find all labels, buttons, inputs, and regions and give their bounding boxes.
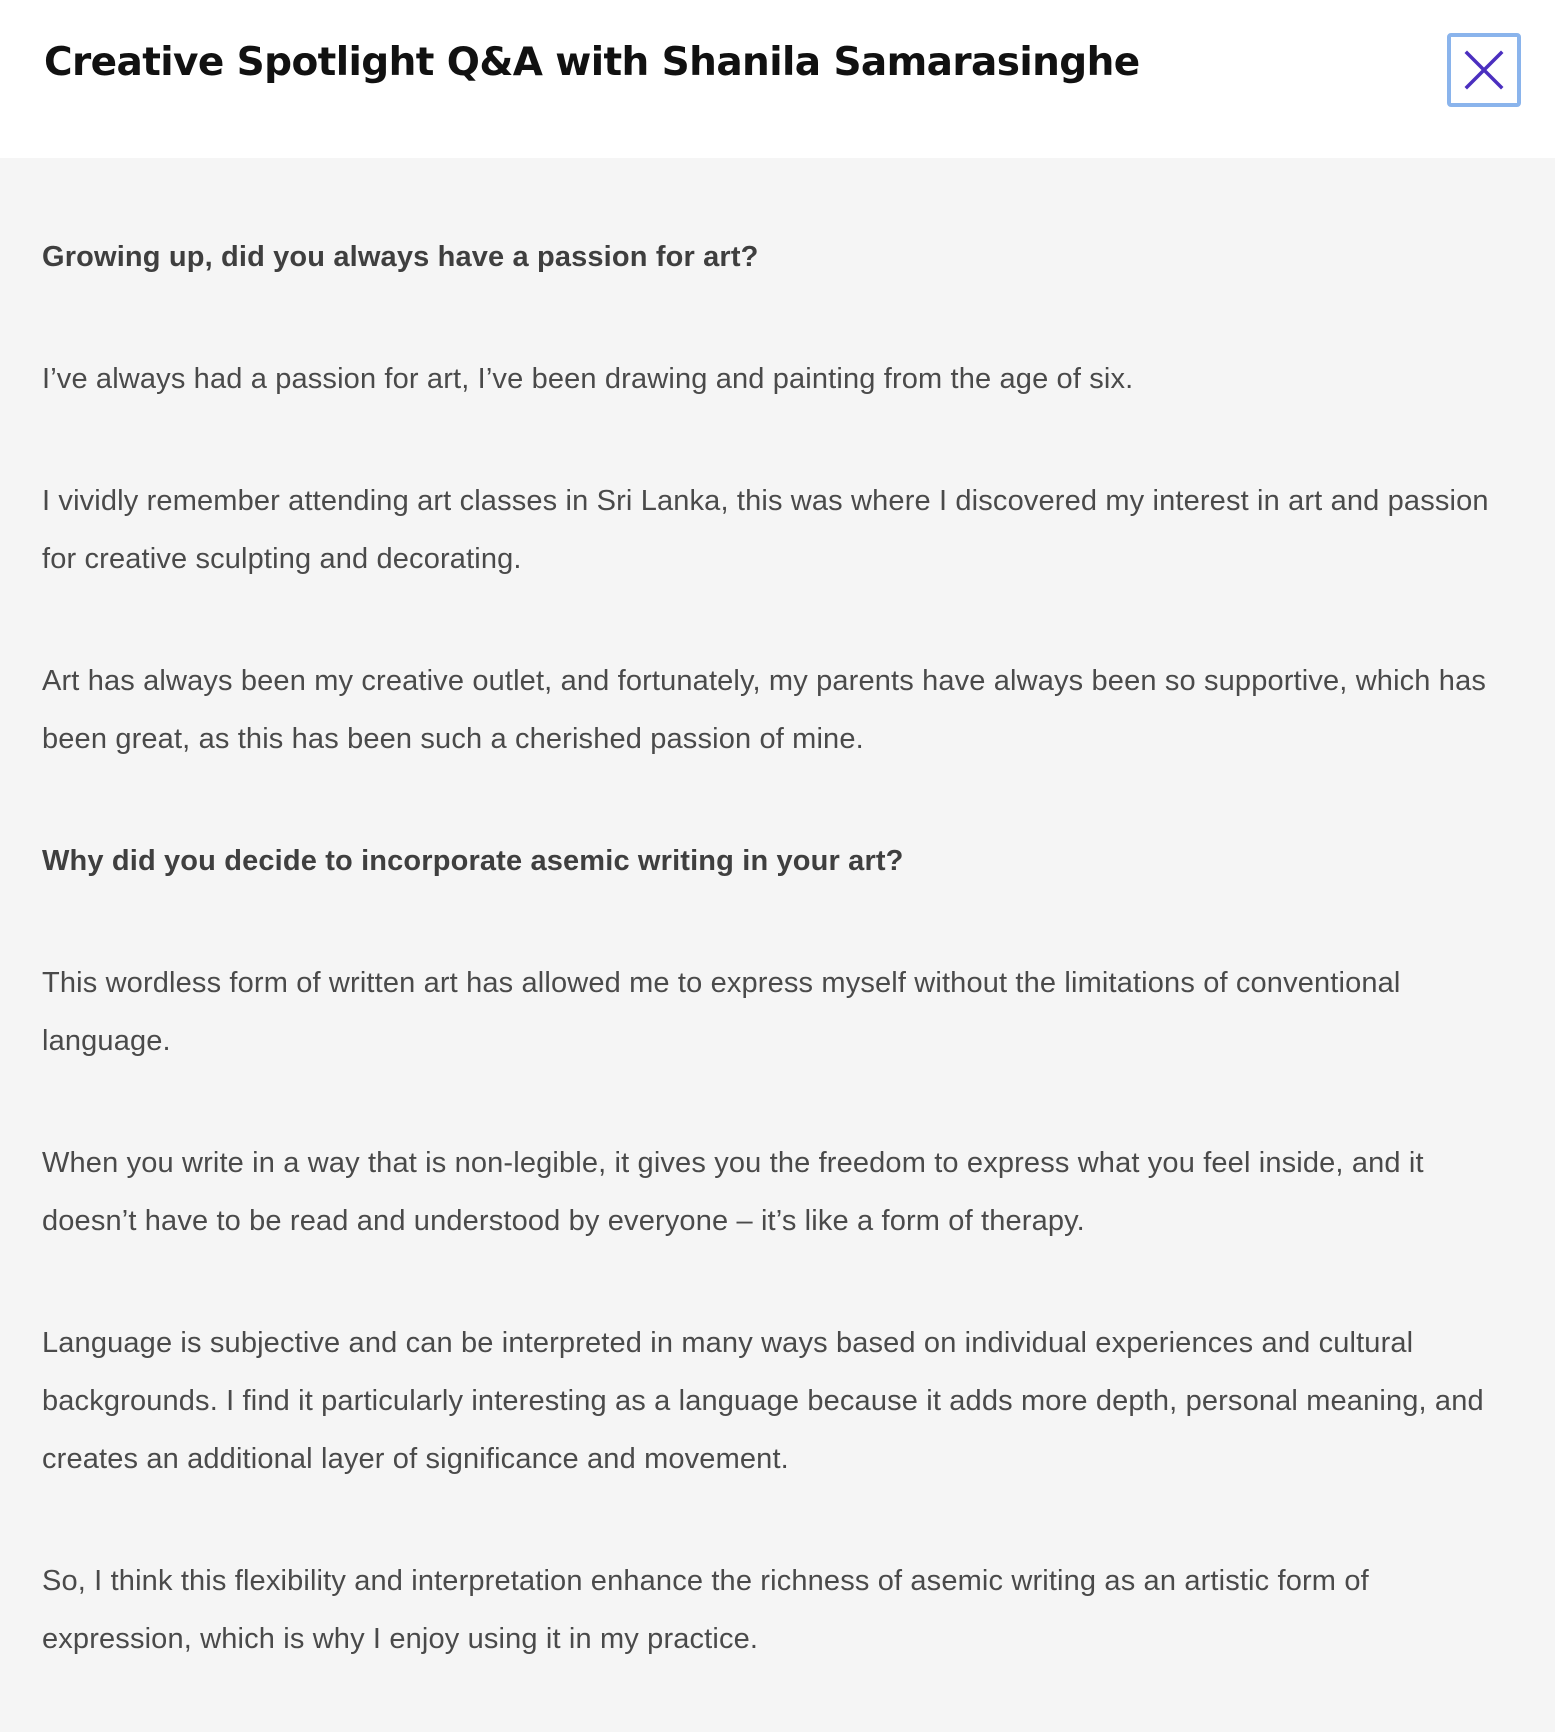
answer-1-paragraph-1: I’ve always had a passion for art, I’ve been drawing and painting from the age of six. [42, 363, 1134, 395]
close-icon [1462, 48, 1506, 92]
answer-2-paragraph-3: Language is subjective and can be interpreted in many ways based on individual experiences and cultural backgrounds. I find it particularly interesting as a language because it adds more depth, personal meaning, and creates an additional layer of significance and movement. [42, 1327, 1484, 1475]
answer-2-paragraph-1: This wordless form of written art has allowed me to express myself without the limitations of conventional language. [42, 967, 1401, 1057]
answer-2-paragraph-4: So, I think this flexibility and interpretation enhance the richness of asemic writing as an artistic form of expression, which is why I enjoy using it in my practice. [42, 1565, 1369, 1655]
modal-header [0, 0, 1555, 158]
close-button[interactable] [1447, 33, 1521, 107]
modal-title: Creative Spotlight Q&A with Shanila Samarasinghe [44, 40, 1140, 85]
answer-2-paragraph-2: When you write in a way that is non-legible, it gives you the freedom to express what you feel inside, and it doesn’t have to be read and understood by everyone – it’s like a form of therapy. [42, 1147, 1424, 1237]
modal-body [42, 158, 1522, 1732]
question-1: Growing up, did you always have a passion for art? [42, 241, 759, 273]
answer-1-paragraph-2: I vividly remember attending art classes in Sri Lanka, this was where I discovered my interest in art and passion for creative sculpting and decorating. [42, 485, 1489, 575]
answer-1-paragraph-3: Art has always been my creative outlet, and fortunately, my parents have always been so supportive, which has been great, as this has been such a cherished passion of mine. [42, 665, 1487, 755]
question-2: Why did you decide to incorporate asemic writing in your art? [42, 845, 904, 877]
